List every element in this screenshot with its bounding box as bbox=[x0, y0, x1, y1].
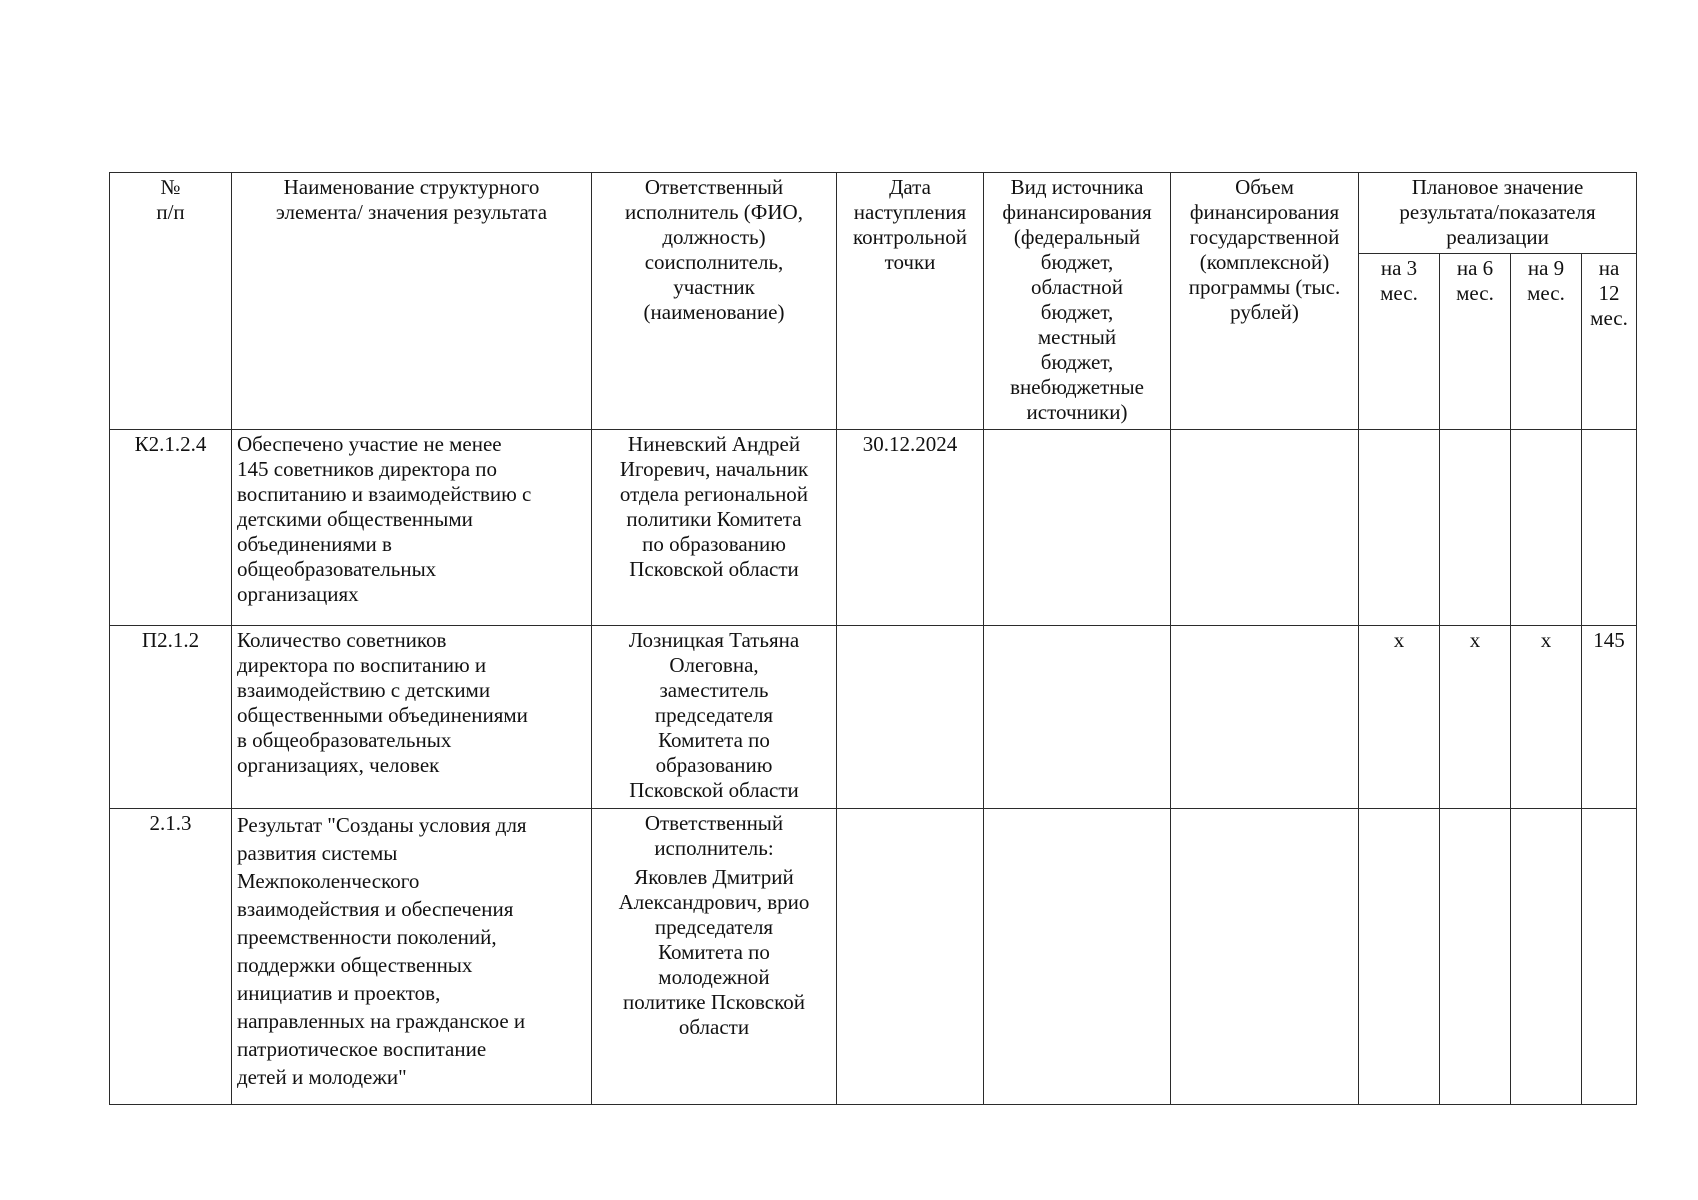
results-table bbox=[109, 172, 1637, 1105]
row-m12 bbox=[1582, 430, 1637, 626]
row-name: Количество советников директора по воспитанию и взаимодействию с детскими общественными объединениями в общеобразовательных организациях, человек bbox=[232, 626, 592, 809]
row-name: Обеспечено участие не менее 145 советников директора по воспитанию и взаимодействию с детскими общественными объединениями в общеобразовательных организациях bbox=[232, 430, 592, 626]
row-date bbox=[837, 626, 984, 809]
row-date: 30.12.2024 bbox=[837, 430, 984, 626]
row-m6: x bbox=[1440, 626, 1511, 809]
table-row bbox=[110, 809, 1637, 1105]
row-name: Результат "Созданы условия для развития системы Межпоколенческого взаимодействия и обеспечения преемственности поколений, поддержки общественных инициатив и проектов, направленных на гражданское и патриотическое воспитание детей и молодежи" bbox=[232, 809, 592, 1105]
row-m12: 145 bbox=[1582, 626, 1637, 809]
row-source bbox=[984, 626, 1171, 809]
row-m6 bbox=[1440, 809, 1511, 1105]
row-responsible-heading: Ответственный исполнитель: bbox=[644, 811, 784, 860]
row-m9: x bbox=[1511, 626, 1582, 809]
table-row bbox=[110, 626, 1637, 809]
row-num: К2.1.2.4 bbox=[110, 430, 232, 626]
header-source: Вид источника финансирования (федеральный бюджет, областной бюджет, местный бюджет, внебюджетные источники) bbox=[984, 173, 1171, 430]
row-m9 bbox=[1511, 809, 1582, 1105]
header-m3: на 3 мес. bbox=[1359, 254, 1440, 430]
header-m12: на 12 мес. bbox=[1582, 254, 1637, 430]
header-num: № п/п bbox=[110, 173, 232, 430]
row-volume bbox=[1171, 626, 1359, 809]
row-volume bbox=[1171, 430, 1359, 626]
table-header-row bbox=[110, 173, 1637, 254]
row-m3 bbox=[1359, 809, 1440, 1105]
row-m12 bbox=[1582, 809, 1637, 1105]
row-num: 2.1.3 bbox=[110, 809, 232, 1105]
header-m9: на 9 мес. bbox=[1511, 254, 1582, 430]
row-responsible: Лозницкая Татьяна Олеговна, заместитель председателя Комитета по образованию Псковской области bbox=[592, 626, 837, 809]
row-responsible: Яковлев Дмитрий Александрович, врио председателя Комитета по молодежной политике Псковской области bbox=[618, 865, 810, 1039]
header-volume: Объем финансирования государственной (комплексной) программы (тыс. рублей) bbox=[1171, 173, 1359, 430]
table-row bbox=[110, 430, 1637, 626]
row-responsible-cell bbox=[592, 809, 837, 1105]
header-name: Наименование структурного элемента/ значения результата bbox=[232, 173, 592, 430]
row-m3 bbox=[1359, 430, 1440, 626]
header-plan: Плановое значение результата/показателя реализации bbox=[1359, 173, 1637, 254]
header-m6: на 6 мес. bbox=[1440, 254, 1511, 430]
row-num: П2.1.2 bbox=[110, 626, 232, 809]
row-volume bbox=[1171, 809, 1359, 1105]
row-source bbox=[984, 809, 1171, 1105]
row-m3: x bbox=[1359, 626, 1440, 809]
row-source bbox=[984, 430, 1171, 626]
row-date bbox=[837, 809, 984, 1105]
row-m9 bbox=[1511, 430, 1582, 626]
row-m6 bbox=[1440, 430, 1511, 626]
header-date: Дата наступления контрольной точки bbox=[837, 173, 984, 430]
header-responsible: Ответственный исполнитель (ФИО, должность) соисполнитель, участник (наименование) bbox=[592, 173, 837, 430]
row-responsible: Нинeвский Андрей Игоревич, начальник отдела региональной политики Комитета по образованию Псковской области bbox=[592, 430, 837, 626]
